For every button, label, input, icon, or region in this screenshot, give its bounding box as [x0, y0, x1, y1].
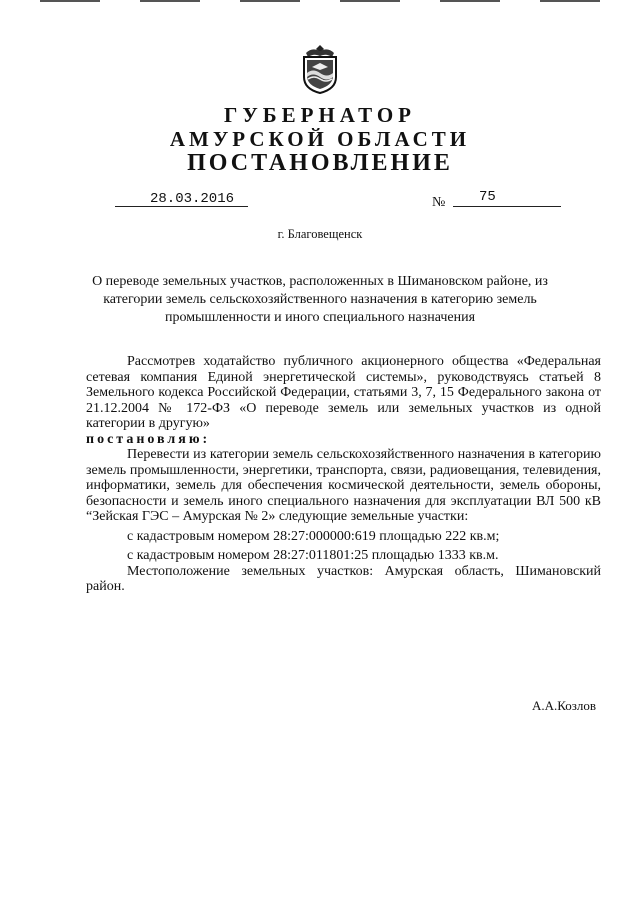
city: г. Благовещенск	[277, 227, 363, 241]
signature-name: А.А.Козлов	[532, 698, 597, 713]
scan-edge-mark	[40, 0, 100, 2]
parcel-item-2: с кадастровым номером 28:27:011801:25 площадью 1333 кв.м.	[127, 548, 499, 563]
document-title: ПОСТАНОВЛЕНИЕ	[187, 150, 453, 176]
location-paragraph: Местоположение земельных участков: Амурская область, Шимановский район.	[86, 563, 601, 594]
number-label: №	[432, 195, 446, 210]
document-body	[86, 354, 601, 595]
scan-edge-mark	[340, 0, 400, 2]
coat-of-arms-icon	[298, 43, 342, 95]
scan-edge-mark	[140, 0, 200, 2]
scan-edge-mark	[440, 0, 500, 2]
scan-edge-mark	[240, 0, 300, 2]
number-underline	[453, 206, 561, 207]
decision-paragraph: Перевести из категории земель сельскохозяйственного назначения в категорию земель промышленности, энергетики, транспорта, связи, радиовещания, телевидения, информатики, земель для обеспечения космической деятельности, земель обороны, безопасности и земель иного специального назначения для эксплуатации ВЛ 500 кВ “Зейская ГЭС – Амурская № 2» следующие земельные участки:	[86, 447, 601, 524]
date-underline	[115, 206, 248, 207]
intro-paragraph: Рассмотрев ходатайство публичного акционерного общества «Федеральная сетевая компания Единой энергетической системы», руководствуясь статьей 8 Земельного кодекса Российской Федерации, статьями 3, 7, 15 Федерального закона от 21.12.2004 № 172-ФЗ «О переводе земель или земельных участков из одной категории в другую»	[86, 354, 601, 431]
parcel-item-1: с кадастровым номером 28:27:000000:619 площадью 222 кв.м;	[127, 528, 500, 544]
document-date: 28.03.2016	[150, 191, 235, 207]
header-line2: АМУРСКОЙ ОБЛАСТИ	[169, 127, 471, 151]
decree-word: постановляю:	[86, 431, 211, 447]
document-subject: О переводе земельных участков, расположенных в Шимановском районе, из категории земель сельскохозяйственного назначения в категорию земель промышленности и иного специального назначения	[92, 274, 548, 325]
scan-edge-mark	[540, 0, 600, 2]
header-line1: ГУБЕРНАТОР	[223, 103, 417, 127]
document-number: 75	[479, 189, 496, 205]
